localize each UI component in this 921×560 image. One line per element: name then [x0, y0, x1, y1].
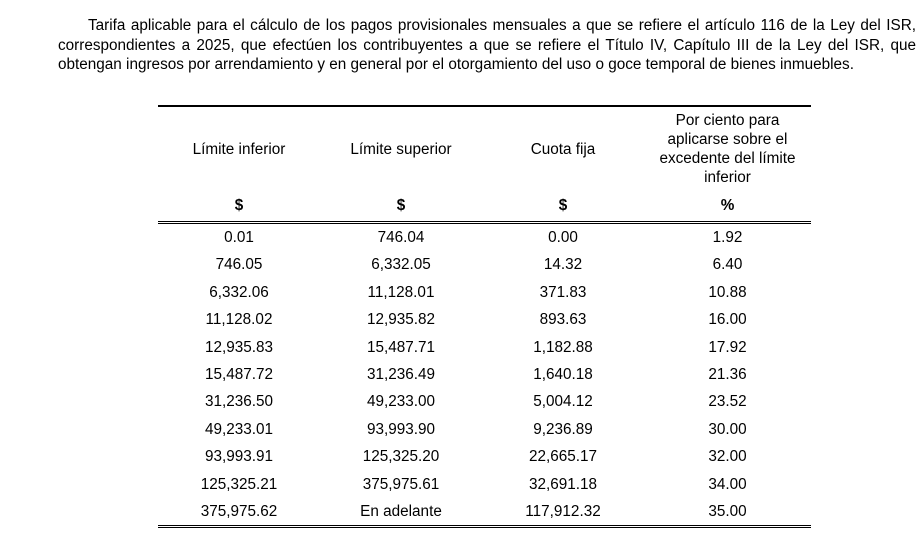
table-row: [158, 306, 811, 333]
cell-limite-inferior: 93,993.91: [204, 448, 274, 466]
unit-cuota-fija: $: [482, 191, 644, 223]
cell-limite-superior: 125,325.20: [362, 448, 440, 466]
unit-por-ciento: %: [644, 191, 811, 223]
header-por-ciento: Por ciento para aplicarse sobre el excedente del límite inferior: [644, 106, 811, 191]
cell-por-ciento: 10.88: [708, 283, 747, 301]
unit-limite-inferior: $: [158, 191, 320, 223]
unit-limite-superior: $: [320, 191, 482, 223]
cell-limite-superior: 31,236.49: [366, 366, 436, 384]
cell-cuota-fija: 9,236.89: [533, 420, 593, 438]
cell-limite-inferior: 11,128.02: [205, 311, 273, 329]
cell-limite-superior: 746.04: [377, 229, 425, 246]
units-row: [158, 191, 811, 223]
cell-limite-inferior: 31,236.50: [204, 393, 274, 411]
table-row: [158, 443, 811, 470]
cell-limite-inferior: 12,935.83: [204, 338, 274, 356]
cell-por-ciento: 17.92: [708, 338, 747, 356]
table-header: [158, 106, 811, 223]
cell-por-ciento: 30.00: [708, 420, 747, 438]
cell-limite-superior: 11,128.01: [367, 283, 435, 301]
table-row: [158, 388, 811, 415]
cell-limite-superior: En adelante: [320, 498, 482, 527]
header-row: [158, 106, 811, 191]
header-limite-inferior: Límite inferior: [158, 106, 320, 191]
cell-por-ciento: 35.00: [644, 498, 811, 527]
cell-cuota-fija: 5,004.12: [533, 393, 593, 411]
table-row: [158, 279, 811, 306]
cell-limite-superior: 15,487.71: [366, 338, 436, 356]
cell-limite-superior: 93,993.90: [366, 420, 436, 438]
cell-cuota-fija: 371.83: [539, 283, 587, 301]
table-row: [158, 223, 811, 252]
cell-cuota-fija: 22,665.17: [528, 448, 598, 466]
cell-limite-inferior: 0.01: [224, 229, 254, 246]
header-limite-superior: Límite superior: [320, 106, 482, 191]
cell-limite-superior: 49,233.00: [366, 393, 436, 411]
cell-limite-inferior: 125,325.21: [200, 475, 278, 493]
rate-table-container: [158, 105, 811, 528]
cell-limite-superior: 6,332.05: [371, 256, 431, 274]
intro-paragraph: Tarifa aplicable para el cálculo de los pagos provisionales mensuales a que se refiere el artículo 116 de la Ley del ISR, correspondientes a 2025, que efectúen los contribuyentes a que se refiere el Título IV, Capítulo III de la Ley del ISR, que obtengan ingresos por arrendamiento y en general por el otorgamiento del uso o goce temporal de bienes inmuebles.: [58, 17, 916, 73]
cell-limite-inferior: 375,975.62: [158, 498, 320, 527]
cell-limite-superior: 12,935.82: [366, 311, 436, 329]
cell-cuota-fija: 1,640.18: [533, 366, 593, 384]
table-row: [158, 334, 811, 361]
cell-por-ciento: 34.00: [708, 475, 747, 493]
cell-cuota-fija: 0.00: [548, 229, 578, 246]
cell-cuota-fija: 893.63: [539, 311, 587, 329]
cell-por-ciento: 21.36: [708, 366, 747, 384]
table-body: [158, 223, 811, 527]
cell-cuota-fija: 1,182.88: [533, 338, 593, 356]
cell-limite-inferior: 15,487.72: [204, 366, 274, 384]
cell-por-ciento: 16.00: [708, 311, 747, 329]
table-row: [158, 471, 811, 498]
cell-por-ciento: 23.52: [708, 393, 747, 411]
cell-limite-inferior: 746.05: [215, 256, 263, 274]
table-row: [158, 416, 811, 443]
cell-limite-superior: 375,975.61: [362, 475, 440, 493]
table-row: [158, 498, 811, 527]
table-row: [158, 361, 811, 388]
header-cuota-fija: Cuota fija: [482, 106, 644, 191]
cell-limite-inferior: 6,332.06: [209, 283, 269, 301]
cell-cuota-fija: 14.32: [543, 256, 583, 274]
table-row: [158, 251, 811, 278]
cell-cuota-fija: 117,912.32: [482, 498, 644, 527]
cell-por-ciento: 32.00: [708, 448, 747, 466]
cell-por-ciento: 1.92: [712, 229, 743, 246]
rate-table: [158, 105, 811, 528]
cell-limite-inferior: 49,233.01: [204, 420, 274, 438]
cell-por-ciento: 6.40: [712, 256, 743, 274]
cell-cuota-fija: 32,691.18: [528, 475, 598, 493]
